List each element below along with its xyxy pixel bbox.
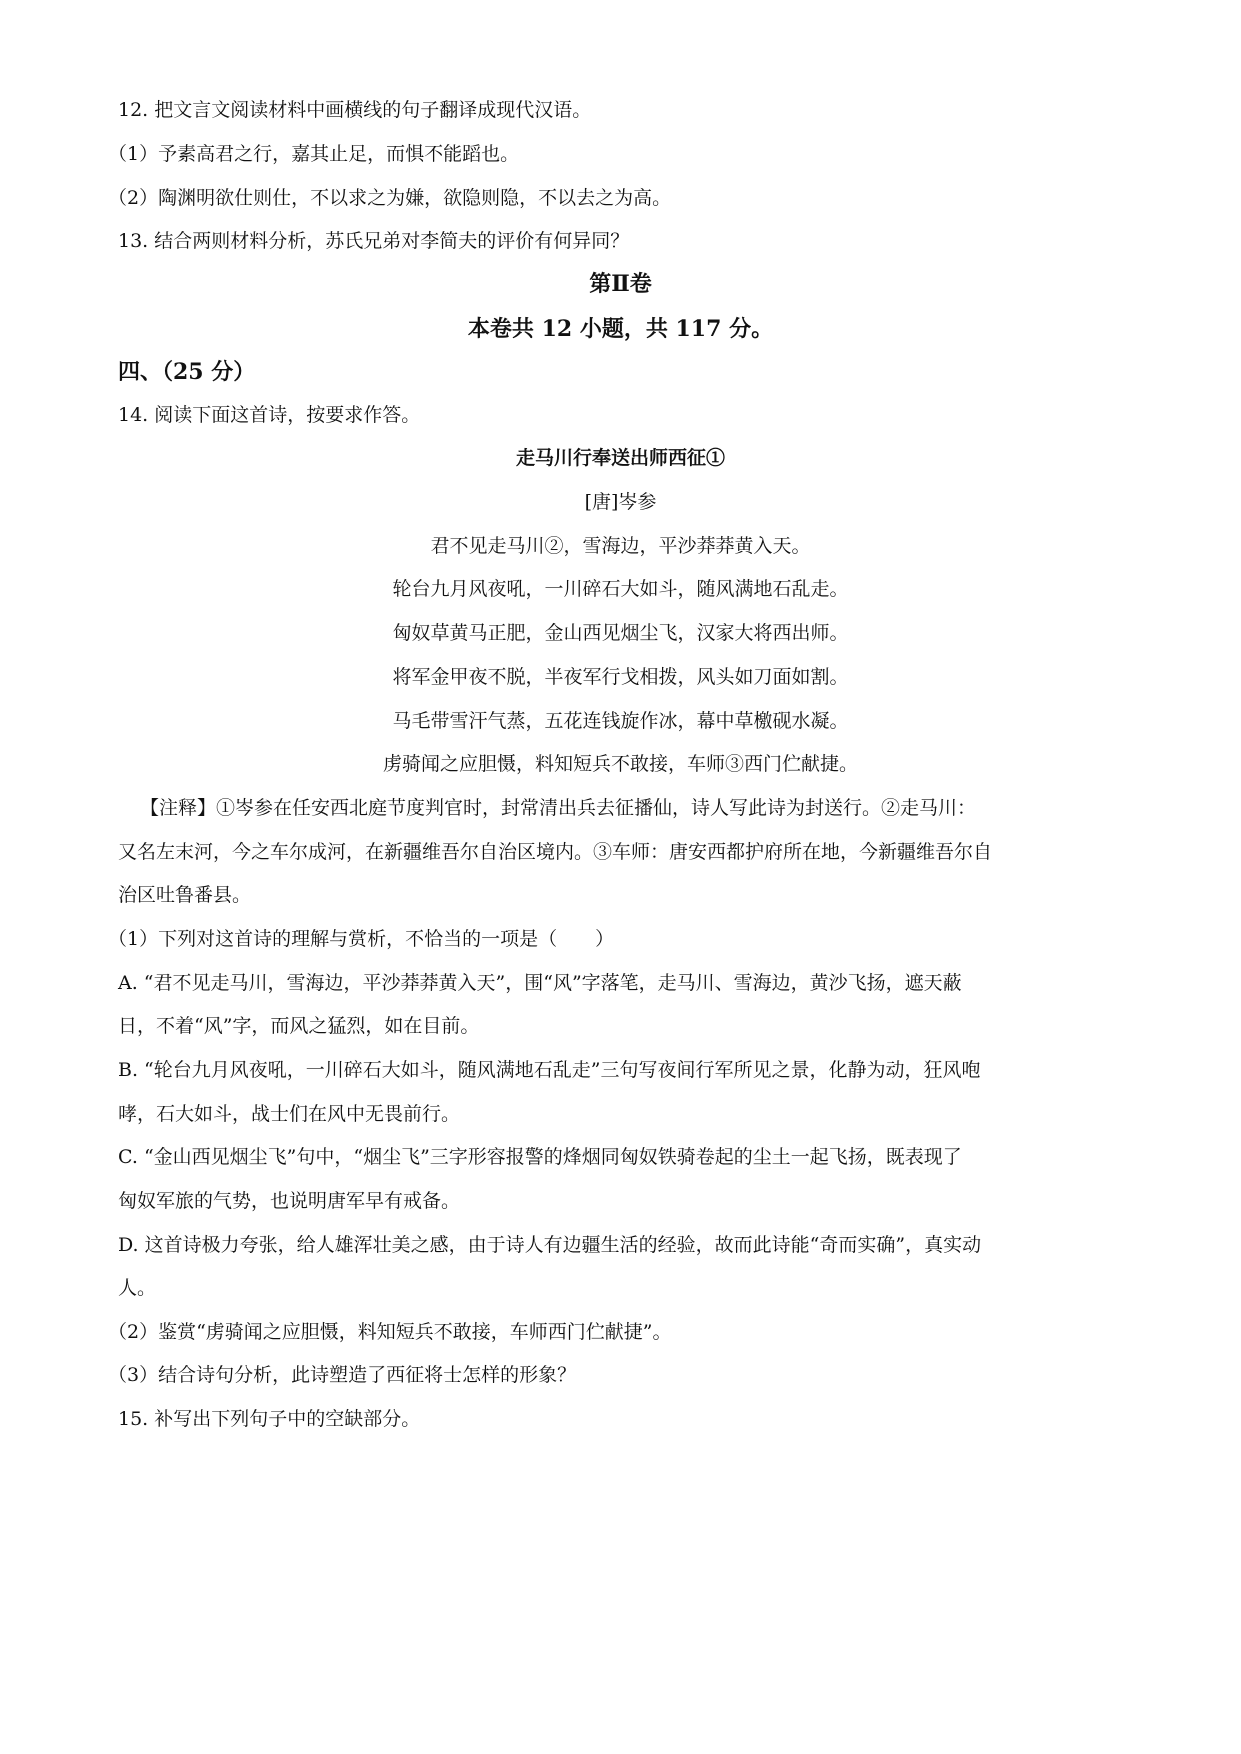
option-d-cont: 人。 <box>118 1277 157 1299</box>
note-line: 【注释】①岑参在任安西北庭节度判官时，封常清出兵去征播仙，诗人写此诗为封送行。②走马川： <box>140 797 977 819</box>
q15-stem: 15. 补写出下列句子中的空缺部分。 <box>118 1408 421 1430</box>
q14-sub3: （3）结合诗句分析，此诗塑造了西征将士怎样的形象？ <box>108 1364 577 1386</box>
poem-line: 轮台九月风夜吼，一川碎石大如斗，随风满地石乱走。 <box>392 578 849 600</box>
option-b: B. “轮台九月风夜吼，一川碎石大如斗，随风满地石乱走”三句写夜间行军所见之景，化静为动，狂风咆 <box>118 1059 981 1081</box>
q13-stem: 13. 结合两则材料分析，苏氏兄弟对李简夫的评价有何异同？ <box>118 230 630 252</box>
q14-stem: 14. 阅读下面这首诗，按要求作答。 <box>118 404 421 426</box>
section-4-title: 四、（25 分） <box>118 359 256 385</box>
poem-line: 将军金甲夜不脱，半夜军行戈相拨，风头如刀面如割。 <box>392 666 849 688</box>
option-d: D. 这首诗极力夸张，给人雄浑壮美之感，由于诗人有边疆生活的经验，故而此诗能“奇而实确”，真实动 <box>118 1234 982 1256</box>
volume-subtitle: 本卷共 12 小题，共 117 分。 <box>467 316 774 342</box>
poem-author: [唐]岑参 <box>584 491 657 513</box>
option-a-cont: 日，不着“风”字，而风之猛烈，如在目前。 <box>118 1015 480 1037</box>
sub1-stem: （1）下列对这首诗的理解与赏析，不恰当的一项是（ ） <box>108 928 615 950</box>
note-line: 治区吐鲁番县。 <box>118 884 252 906</box>
q12-stem: 12. 把文言文阅读材料中画横线的句子翻译成现代汉语。 <box>118 99 592 121</box>
q12-sentence-2: （2）陶渊明欲仕则仕，不以求之为嫌，欲隐则隐，不以去之为高。 <box>108 187 672 209</box>
poem-line: 虏骑闻之应胆慑，料知短兵不敢接，车师③西门伫献捷。 <box>382 753 858 775</box>
q14-sub2: （2）鉴赏“虏骑闻之应胆慑，料知短兵不敢接，车师西门伫献捷”。 <box>108 1321 672 1343</box>
poem-line: 匈奴草黄马正肥，金山西见烟尘飞，汉家大将西出师。 <box>392 622 849 644</box>
option-b-cont: 哮，石大如斗，战士们在风中无畏前行。 <box>118 1103 461 1125</box>
poem-line: 君不见走马川②，雪海边，平沙莽莽黄入天。 <box>430 535 811 557</box>
q12-sentence-1: （1）予素高君之行，嘉其止足，而惧不能蹈也。 <box>108 143 520 165</box>
poem-title: 走马川行奉送出师西征① <box>515 447 725 469</box>
volume-title: 第Ⅱ卷 <box>589 271 652 297</box>
option-c: C. “金山西见烟尘飞”句中，“烟尘飞”三字形容报警的烽烟同匈奴铁骑卷起的尘土一起飞扬，既表现了 <box>118 1146 962 1168</box>
option-a: A. “君不见走马川，雪海边，平沙莽莽黄入天”，围“风”字落笔，走马川、雪海边，黄沙飞扬，遮天蔽 <box>118 972 962 994</box>
option-c-cont: 匈奴军旅的气势，也说明唐军早有戒备。 <box>118 1190 461 1212</box>
note-line: 又名左末河，今之车尔成河，在新疆维吾尔自治区境内。③车师：唐安西都护府所在地，今新疆维吾尔自 <box>118 841 993 863</box>
poem-line: 马毛带雪汗气蒸，五花连钱旋作冰，幕中草檄砚水凝。 <box>392 710 849 732</box>
